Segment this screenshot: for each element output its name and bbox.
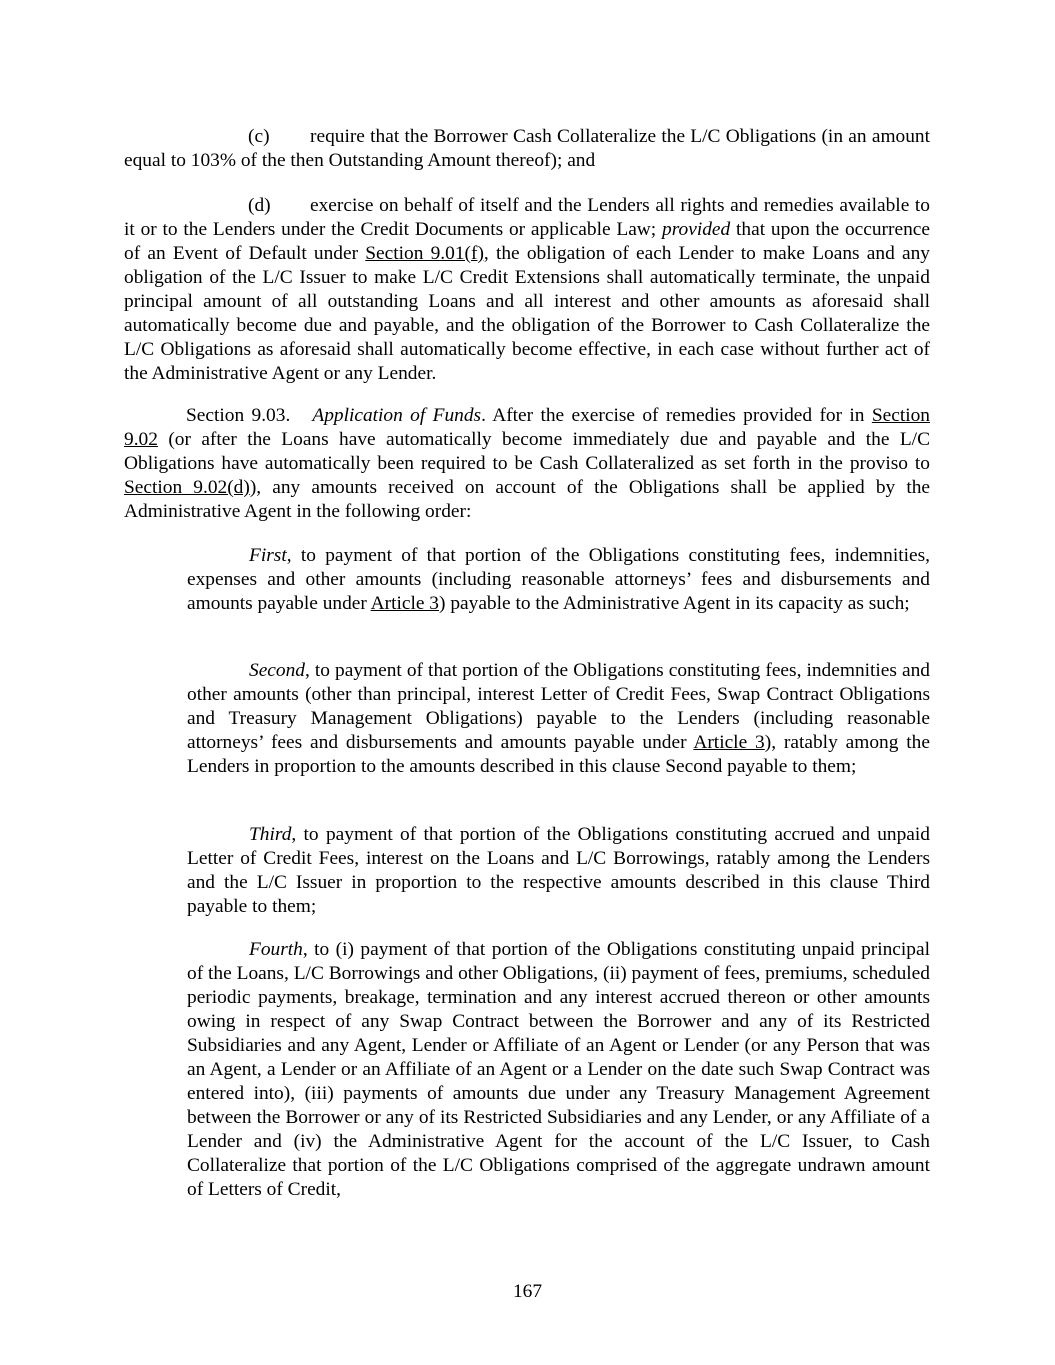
section-9-03-text-b: ), any amounts received on account of the Obligations shall be applied by the Administrative Agent in the following order: <box>124 477 931 522</box>
clause-c <box>124 125 930 173</box>
priority-third <box>187 823 930 919</box>
clause-d-label: (d) <box>248 195 271 216</box>
priority-second-text-a: , to payment of that portion of the Obligations constituting fees, indemnities and other amounts (other than principal, interest Letter of Credit Fees, Swap Contract Obligations and Treasury Management Obligations) payable to the Lenders (including reasonable attorneys’ fees and disbursements and amounts payable under <box>187 660 930 753</box>
priority-second <box>187 659 930 779</box>
priority-third-lead: Third <box>249 824 292 845</box>
section-9-01f-reference: Section 9.01(f) <box>365 243 484 264</box>
priority-fourth-lead: Fourth <box>249 939 303 960</box>
section-9-03-title: Application of Funds <box>312 405 482 426</box>
priority-fourth <box>187 938 930 1202</box>
article-3-reference: Article 3 <box>693 732 765 753</box>
clause-c-label: (c) <box>248 126 270 147</box>
priority-second-lead: Second <box>249 660 305 681</box>
priority-fourth-text-a: , to (i) payment of that portion of the Obligations constituting unpaid principal of the Loans, L/C Borrowings and other Obligations, (ii) payment of fees, premiums, scheduled periodic payments, breakage, termination and any interest accrued thereon or other amounts owing in respect of any Swap Contract between the Borrower and any of its Restricted Subsidiaries and any Agent, Lender or Affiliate of an Agent or Lender (or any Person that was an Agent, a Lender or an Affiliate of an Agent or a Lender on the date such Swap Contract was entered into), (iii) payments of amounts due under any Treasury Management Agreement between the Borrower or any of its Restricted Subsidiaries and any Lender, or any Affiliate of a Lender and (iv) the Administrative Agent for the account of the L/C Issuer, to Cash Collateralize that portion of the L/C Obligations comprised of the aggregate undrawn amount of Letters of Credit, <box>187 939 930 1200</box>
page-number: 167 <box>512 1281 543 1302</box>
clause-d-provided: provided <box>662 219 731 240</box>
section-9-03-after-title: . After the exercise of remedies provided for in <box>481 405 872 426</box>
priority-third-text-a: , to payment of that portion of the Obligations constituting accrued and unpaid Letter of Credit Fees, interest on the Loans and L/C Borrowings, ratably among the Lenders and the L/C Issuer in proportion to the respective amounts described in this clause Third payable to them; <box>187 824 930 917</box>
priority-first-text-a: , to payment of that portion of the Obligations constituting fees, indemnities, expenses and other amounts (including reasonable attorneys’ fees and disbursements and amounts payable under <box>187 545 930 614</box>
clause-c-text: require that the Borrower Cash Collateralize the L/C Obligations (in an amount equal to 103% of the then Outstanding Amount thereof); and <box>124 126 930 171</box>
clause-d <box>124 194 930 386</box>
section-9-03 <box>124 404 930 524</box>
priority-first-lead: First <box>249 545 287 566</box>
section-9-02-reference: Section 9.02 <box>124 405 931 450</box>
priority-second-text-b: ), ratably among the Lenders in proportion to the amounts described in this clause Second payable to them; <box>187 732 930 777</box>
section-9-02d-reference: Section 9.02(d) <box>124 477 250 498</box>
priority-first-text-b: ) payable to the Administrative Agent in its capacity as such; <box>439 593 910 614</box>
article-3-reference: Article 3 <box>370 593 440 614</box>
clause-d-text-a: exercise on behalf of itself and the Lenders all rights and remedies available to it or to the Lenders under the Credit Documents or applicable Law; <box>124 195 930 240</box>
section-9-03-text-a: (or after the Loans have automatically become immediately due and payable and the L/C Obligations have automatically been required to be Cash Collateralized as set forth in the proviso to <box>124 429 930 474</box>
clause-d-text-c: , the obligation of each Lender to make Loans and any obligation of the L/C Issuer to make L/C Credit Extensions shall automatically terminate, the unpaid principal amount of all outstanding Loans and all interest and other amounts as aforesaid shall automatically become due and payable, and the obligation of the Borrower to Cash Collateralize the L/C Obligations as aforesaid shall automatically become effective, in each case without further act of the Administrative Agent or any Lender. <box>124 243 930 384</box>
section-9-03-number: Section 9.03. <box>186 405 291 426</box>
priority-first <box>187 544 930 616</box>
clause-d-text-b: that upon the occurrence of an Event of Default under <box>124 219 930 264</box>
